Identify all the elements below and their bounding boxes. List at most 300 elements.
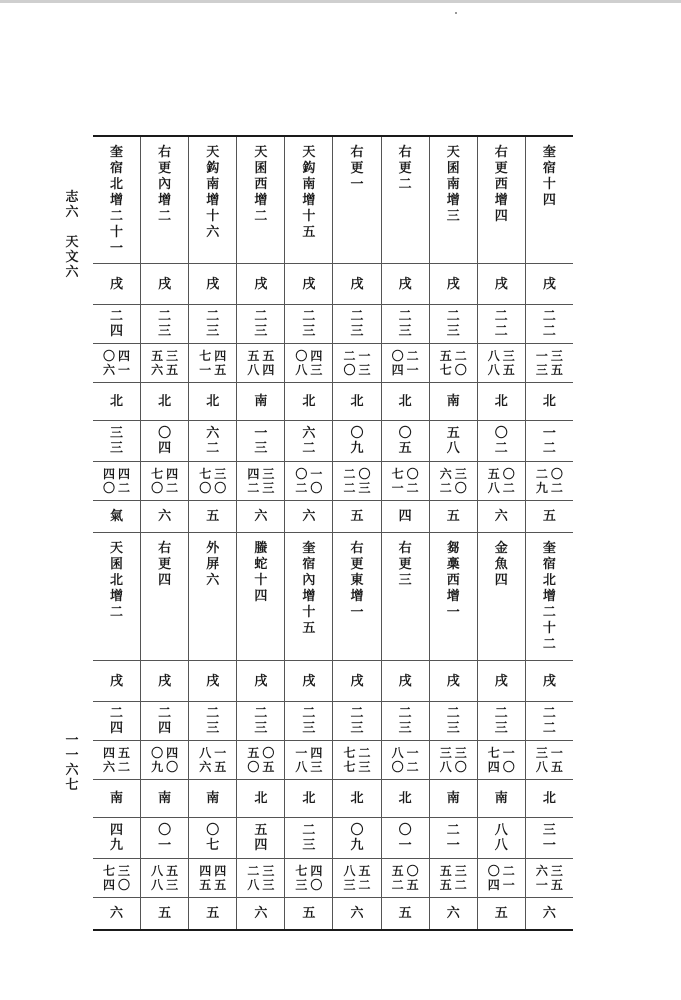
latitude-degrees-char: 九	[350, 441, 364, 456]
star-name-char: 螣	[254, 541, 268, 556]
star-name-char: 十	[110, 225, 124, 240]
longitude-degrees-char: 三	[302, 721, 316, 736]
latitude-degrees-char: 〇	[398, 426, 412, 441]
latitude-minutes-cell	[478, 462, 526, 500]
longitude-minutes-char: 六	[103, 363, 116, 377]
zodiac-sign-cell	[285, 661, 333, 701]
longitude-minutes-column	[166, 349, 178, 377]
longitude-degrees-cell	[430, 305, 478, 343]
latitude-degrees-cell	[526, 818, 573, 858]
zodiac-sign-char: 戌	[350, 673, 364, 689]
star-name-char: 二	[542, 637, 556, 652]
star-name-char: 宿	[542, 161, 556, 176]
magnitude-cell	[382, 898, 430, 929]
longitude-degrees-cell	[189, 305, 237, 343]
latitude-minutes-column	[247, 864, 259, 892]
latitude-minutes-column	[118, 467, 130, 495]
page-number-char: 一	[65, 733, 79, 748]
star-name-char: 十	[254, 573, 268, 588]
longitude-degrees-char: 二	[158, 706, 172, 721]
latitude-direction-cell	[333, 383, 381, 420]
zodiac-sign-char: 戌	[350, 276, 364, 292]
star-name-cell	[189, 137, 237, 263]
latitude-minutes-column	[392, 467, 404, 495]
latitude-minutes-column	[407, 864, 419, 892]
latitude-degrees-char: 二	[206, 441, 220, 456]
star-name-char: 更	[398, 557, 412, 572]
longitude-minutes-char: 七	[199, 349, 212, 363]
star-name-char: 北	[110, 177, 124, 192]
latitude-degrees-cell	[478, 421, 526, 461]
latitude-minutes-cell	[382, 462, 430, 500]
latitude-degrees-cell	[93, 421, 141, 461]
latitude-minutes-column	[247, 467, 259, 495]
latitude-degrees-cell	[141, 421, 189, 461]
star-name-char: 十	[206, 209, 220, 224]
table-row	[93, 533, 573, 661]
longitude-minutes-char: 三	[550, 349, 563, 363]
star-name-char: 右	[494, 145, 508, 160]
star-name-char: 二	[542, 605, 556, 620]
longitude-minutes-column	[214, 746, 226, 774]
latitude-degrees-char: 四	[158, 441, 172, 456]
table-row	[93, 898, 573, 929]
star-name-char: 六	[206, 225, 220, 240]
zodiac-sign-cell	[478, 264, 526, 304]
star-name-char: 更	[158, 557, 172, 572]
longitude-degrees-char: 三	[302, 324, 316, 339]
longitude-degrees-char: 二	[350, 309, 364, 324]
latitude-minutes-char: 五	[199, 878, 212, 892]
latitude-minutes-char: 二	[343, 481, 356, 495]
latitude-minutes-char: 三	[262, 467, 275, 481]
longitude-degrees-char: 三	[158, 324, 172, 339]
latitude-direction-char: 北	[350, 394, 364, 409]
latitude-minutes-char: 〇	[103, 481, 116, 495]
latitude-minutes-char: 五	[166, 864, 179, 878]
longitude-minutes-cell	[526, 344, 573, 382]
latitude-direction-cell	[285, 383, 333, 420]
latitude-direction-char: 北	[110, 394, 124, 409]
latitude-minutes-cell	[189, 462, 237, 500]
latitude-minutes-column	[536, 864, 548, 892]
longitude-minutes-column	[455, 349, 467, 377]
zodiac-sign-char: 戌	[302, 673, 316, 689]
longitude-minutes-char: 〇	[391, 760, 404, 774]
latitude-minutes-column	[440, 864, 452, 892]
magnitude-cell	[526, 501, 573, 532]
magnitude-cell	[526, 898, 573, 929]
star-name-cell	[333, 533, 381, 660]
latitude-direction-cell	[141, 780, 189, 817]
longitude-degrees-cell	[93, 305, 141, 343]
latitude-minutes-char: 五	[550, 878, 563, 892]
longitude-minutes-char: 二	[454, 349, 467, 363]
star-name-char: 增	[302, 193, 316, 208]
longitude-minutes-char: 〇	[166, 760, 179, 774]
magnitude-char: 六	[158, 509, 172, 524]
star-name-cell	[526, 137, 573, 263]
longitude-minutes-char: 一	[406, 746, 419, 760]
longitude-degrees-cell	[526, 702, 573, 740]
longitude-minutes-char: 〇	[502, 760, 515, 774]
zodiac-sign-char: 戌	[446, 276, 460, 292]
latitude-degrees-cell	[189, 421, 237, 461]
longitude-minutes-char: 五	[262, 349, 275, 363]
latitude-direction-cell	[526, 780, 573, 817]
star-name-char: 右	[398, 541, 412, 556]
latitude-degrees-char: 二	[542, 441, 556, 456]
zodiac-sign-char: 戌	[398, 276, 412, 292]
table-row	[93, 305, 573, 344]
latitude-degrees-char: 二	[302, 441, 316, 456]
longitude-minutes-char: 八	[199, 746, 212, 760]
table-row	[93, 702, 573, 741]
latitude-minutes-char: 五	[406, 878, 419, 892]
latitude-degrees-char: 四	[254, 838, 268, 853]
longitude-minutes-column	[407, 746, 419, 774]
star-name-cell	[526, 533, 573, 660]
star-name-char: 右	[398, 145, 412, 160]
latitude-minutes-char: 三	[454, 467, 467, 481]
latitude-minutes-char: 四	[103, 467, 116, 481]
latitude-minutes-column	[359, 467, 371, 495]
longitude-degrees-char: 三	[254, 721, 268, 736]
longitude-minutes-column	[151, 746, 163, 774]
longitude-minutes-cell	[237, 741, 285, 779]
latitude-degrees-cell	[333, 818, 381, 858]
longitude-minutes-char: 一	[118, 363, 131, 377]
zodiac-sign-char: 戌	[206, 276, 220, 292]
longitude-minutes-char: 一	[502, 746, 515, 760]
star-name-cell	[285, 533, 333, 660]
running-head-char: 天	[65, 235, 79, 250]
longitude-degrees-cell	[382, 305, 430, 343]
running-head-char: 六	[65, 205, 79, 220]
running-head-char: 六	[65, 265, 79, 280]
magnitude-cell	[93, 501, 141, 532]
longitude-minutes-column	[295, 746, 307, 774]
latitude-minutes-char: 〇	[502, 467, 515, 481]
longitude-minutes-char: 四	[214, 349, 227, 363]
star-name-char: 內	[158, 177, 172, 192]
latitude-degrees-cell	[430, 818, 478, 858]
table-row	[93, 421, 573, 462]
latitude-direction-char: 北	[158, 394, 172, 409]
latitude-degrees-char: 一	[254, 426, 268, 441]
longitude-minutes-char: 二	[406, 349, 419, 363]
longitude-minutes-char: 四	[118, 349, 131, 363]
longitude-minutes-column	[118, 746, 130, 774]
longitude-minutes-column	[118, 349, 130, 377]
longitude-minutes-column	[440, 746, 452, 774]
latitude-minutes-char: 四	[247, 467, 260, 481]
star-name-cell	[93, 533, 141, 660]
page-number-char: 七	[65, 778, 79, 793]
latitude-minutes-char: 七	[199, 467, 212, 481]
latitude-minutes-column	[551, 864, 563, 892]
latitude-minutes-column	[488, 467, 500, 495]
star-name-char: 北	[542, 573, 556, 588]
latitude-degrees-cell	[237, 421, 285, 461]
longitude-minutes-char: 一	[295, 746, 308, 760]
star-name-char: 東	[350, 573, 364, 588]
latitude-minutes-column	[392, 864, 404, 892]
longitude-degrees-char: 四	[110, 324, 124, 339]
longitude-minutes-char: 〇	[343, 363, 356, 377]
latitude-direction-cell	[333, 780, 381, 817]
latitude-direction-char: 南	[446, 394, 460, 409]
latitude-minutes-char: 〇	[310, 878, 323, 892]
star-name-char: 增	[302, 589, 316, 604]
longitude-degrees-char: 三	[206, 324, 220, 339]
longitude-minutes-char: 三	[454, 746, 467, 760]
magnitude-char: 六	[254, 906, 268, 921]
latitude-degrees-char: 一	[158, 838, 172, 853]
star-name-char: 增	[446, 589, 460, 604]
latitude-degrees-char: 〇	[350, 426, 364, 441]
longitude-degrees-char: 二	[542, 706, 556, 721]
longitude-minutes-char: 〇	[247, 760, 260, 774]
longitude-minutes-char: 五	[262, 760, 275, 774]
latitude-minutes-char: 五	[358, 864, 371, 878]
longitude-minutes-char: 九	[151, 760, 164, 774]
magnitude-char: 五	[398, 906, 412, 921]
magnitude-char: 六	[110, 906, 124, 921]
star-name-char: 增	[254, 193, 268, 208]
star-name-cell	[285, 137, 333, 263]
zodiac-sign-cell	[237, 661, 285, 701]
latitude-minutes-column	[359, 864, 371, 892]
latitude-minutes-char: 三	[295, 878, 308, 892]
latitude-minutes-char: 三	[166, 878, 179, 892]
latitude-degrees-char: 二	[446, 823, 460, 838]
star-name-char: 增	[542, 589, 556, 604]
magnitude-char: 五	[206, 906, 220, 921]
latitude-minutes-char: 二	[358, 878, 371, 892]
table-row	[93, 264, 573, 305]
latitude-minutes-char: 三	[454, 864, 467, 878]
zodiac-sign-char: 戌	[158, 276, 172, 292]
table-row	[93, 661, 573, 702]
latitude-direction-char: 南	[158, 791, 172, 806]
zodiac-sign-cell	[189, 264, 237, 304]
latitude-direction-char: 南	[446, 791, 460, 806]
star-name-char: 更	[350, 161, 364, 176]
star-name-char: 增	[206, 193, 220, 208]
longitude-minutes-cell	[526, 741, 573, 779]
longitude-minutes-cell	[93, 344, 141, 382]
zodiac-sign-cell	[141, 264, 189, 304]
zodiac-sign-cell	[333, 264, 381, 304]
star-name-char: 北	[110, 573, 124, 588]
running-head-char: 文	[65, 250, 79, 265]
longitude-minutes-char: 一	[535, 349, 548, 363]
latitude-minutes-column	[344, 864, 356, 892]
star-name-cell	[478, 533, 526, 660]
star-name-char: 二	[398, 177, 412, 192]
longitude-minutes-cell	[189, 344, 237, 382]
latitude-degrees-char: 九	[350, 838, 364, 853]
longitude-minutes-char: 七	[439, 363, 452, 377]
latitude-direction-char: 北	[398, 791, 412, 806]
star-name-char: 更	[494, 161, 508, 176]
latitude-degrees-cell	[189, 818, 237, 858]
latitude-minutes-column	[455, 864, 467, 892]
latitude-direction-cell	[478, 780, 526, 817]
latitude-degrees-cell	[93, 818, 141, 858]
longitude-minutes-cell	[382, 741, 430, 779]
star-name-char: 槀	[446, 557, 460, 572]
star-name-char: 屏	[206, 557, 220, 572]
longitude-minutes-column	[392, 746, 404, 774]
latitude-minutes-column	[214, 467, 226, 495]
longitude-degrees-char: 三	[350, 324, 364, 339]
longitude-minutes-char: 一	[214, 746, 227, 760]
longitude-minutes-char: 六	[151, 363, 164, 377]
latitude-minutes-char: 七	[103, 864, 116, 878]
longitude-minutes-char: 六	[103, 760, 116, 774]
latitude-minutes-cell	[93, 462, 141, 500]
latitude-direction-char: 北	[542, 394, 556, 409]
longitude-minutes-cell	[141, 344, 189, 382]
latitude-minutes-char: 九	[535, 481, 548, 495]
magnitude-char: 六	[350, 906, 364, 921]
latitude-degrees-cell	[382, 421, 430, 461]
latitude-direction-cell	[141, 383, 189, 420]
longitude-minutes-cell	[93, 741, 141, 779]
longitude-minutes-char: 一	[358, 349, 371, 363]
longitude-minutes-char: 八	[535, 760, 548, 774]
latitude-direction-cell	[382, 383, 430, 420]
star-name-char: 內	[302, 573, 316, 588]
latitude-degrees-cell	[382, 818, 430, 858]
latitude-minutes-column	[503, 864, 515, 892]
star-name-char: 一	[350, 177, 364, 192]
latitude-minutes-char: 八	[487, 481, 500, 495]
star-name-cell	[478, 137, 526, 263]
longitude-minutes-column	[407, 349, 419, 377]
latitude-minutes-char: 〇	[310, 481, 323, 495]
latitude-minutes-char: 〇	[454, 481, 467, 495]
longitude-minutes-char: 七	[343, 760, 356, 774]
star-name-char: 十	[542, 621, 556, 636]
star-name-char: 一	[350, 605, 364, 620]
table-row	[93, 859, 573, 898]
longitude-minutes-column	[536, 746, 548, 774]
longitude-degrees-char: 三	[494, 721, 508, 736]
star-name-cell	[237, 533, 285, 660]
magnitude-char: 五	[446, 509, 460, 524]
latitude-direction-char: 北	[302, 791, 316, 806]
latitude-minutes-cell	[237, 462, 285, 500]
scan-speck	[455, 12, 457, 14]
longitude-degrees-cell	[478, 305, 526, 343]
zodiac-sign-cell	[382, 661, 430, 701]
latitude-minutes-cell	[141, 462, 189, 500]
table-row	[93, 462, 573, 501]
latitude-degrees-char: 九	[110, 838, 124, 853]
latitude-direction-cell	[189, 780, 237, 817]
table-row	[93, 501, 573, 533]
longitude-minutes-cell	[333, 344, 381, 382]
magnitude-cell	[237, 898, 285, 929]
magnitude-char: 六	[254, 509, 268, 524]
latitude-minutes-char: 四	[214, 864, 227, 878]
latitude-degrees-char: 四	[110, 823, 124, 838]
star-name-char: 鈎	[302, 161, 316, 176]
latitude-degrees-char: 〇	[158, 426, 172, 441]
latitude-minutes-cell	[285, 859, 333, 897]
latitude-minutes-char: 二	[406, 481, 419, 495]
star-name-char: 奎	[110, 145, 124, 160]
page-number	[64, 733, 80, 793]
longitude-minutes-char: 三	[502, 349, 515, 363]
zodiac-sign-char: 戌	[302, 276, 316, 292]
latitude-minutes-char: 二	[118, 481, 131, 495]
longitude-minutes-column	[151, 349, 163, 377]
latitude-degrees-char: 八	[494, 838, 508, 853]
longitude-minutes-char: 〇	[295, 349, 308, 363]
latitude-minutes-column	[310, 467, 322, 495]
star-name-char: 南	[302, 177, 316, 192]
latitude-minutes-column	[103, 864, 115, 892]
latitude-degrees-char: 一	[398, 838, 412, 853]
star-name-char: 十	[302, 209, 316, 224]
longitude-degrees-char: 二	[398, 706, 412, 721]
longitude-minutes-column	[247, 349, 259, 377]
longitude-degrees-char: 二	[542, 721, 556, 736]
latitude-direction-cell	[382, 780, 430, 817]
latitude-minutes-char: 二	[535, 467, 548, 481]
latitude-minutes-char: 〇	[214, 481, 227, 495]
latitude-minutes-column	[103, 467, 115, 495]
longitude-minutes-char: 一	[199, 363, 212, 377]
running-head-char: 志	[65, 190, 79, 205]
star-name-char: 金	[494, 541, 508, 556]
zodiac-sign-char: 戌	[254, 276, 268, 292]
magnitude-char: 四	[398, 509, 412, 524]
longitude-degrees-char: 三	[350, 721, 364, 736]
longitude-minutes-cell	[141, 741, 189, 779]
latitude-minutes-char: 三	[343, 878, 356, 892]
star-name-char: 五	[302, 621, 316, 636]
longitude-minutes-char: 二	[406, 760, 419, 774]
star-name-char: 四	[158, 573, 172, 588]
zodiac-sign-cell	[189, 661, 237, 701]
magnitude-cell	[478, 501, 526, 532]
latitude-minutes-cell	[237, 859, 285, 897]
zodiac-sign-char: 戌	[398, 673, 412, 689]
longitude-minutes-column	[310, 746, 322, 774]
longitude-minutes-column	[247, 746, 259, 774]
longitude-minutes-cell	[285, 344, 333, 382]
longitude-degrees-char: 二	[254, 309, 268, 324]
zodiac-sign-cell	[526, 661, 573, 701]
latitude-minutes-column	[166, 864, 178, 892]
longitude-minutes-char: 〇	[103, 349, 116, 363]
star-name-char: 增	[350, 589, 364, 604]
table-row	[93, 741, 573, 780]
zodiac-sign-char: 戌	[542, 673, 556, 689]
star-name-char: 南	[446, 177, 460, 192]
magnitude-char: 五	[350, 509, 364, 524]
longitude-minutes-cell	[237, 344, 285, 382]
latitude-minutes-cell	[93, 859, 141, 897]
longitude-minutes-column	[310, 349, 322, 377]
latitude-degrees-char: 三	[542, 823, 556, 838]
latitude-minutes-char: 四	[103, 878, 116, 892]
